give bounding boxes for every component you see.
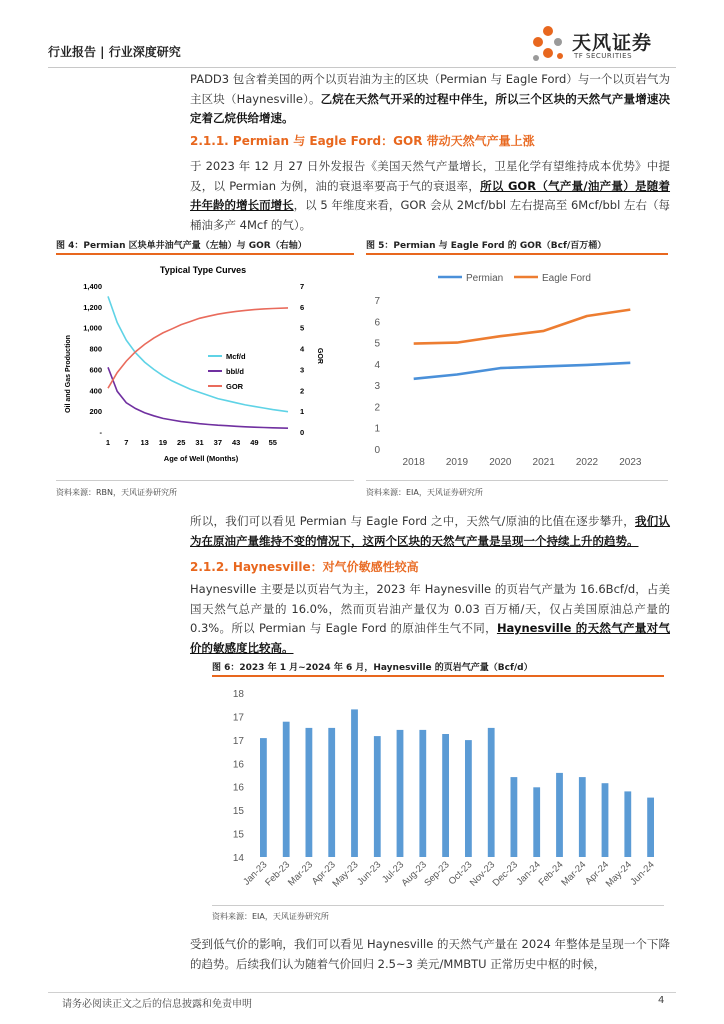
fig5-xtick-label: 2019	[445, 457, 469, 468]
fig6-ytick-label: 17	[232, 735, 244, 747]
fig6-title: 图 6：2023 年 1 月~2024 年 6 月，Haynesville 的页岩气产量（Bcf/d）	[212, 663, 533, 673]
closing-paragraph	[190, 935, 670, 974]
fig4-ylabel: Oil and Gas Production	[65, 335, 72, 413]
fig6-xtick-label: Jun-24	[628, 859, 657, 888]
gor-trend-text: 所以，我们可以看见 Permian 与 Eagle Ford 之中，天然气/原油的比值在逐步攀升，	[190, 514, 635, 528]
fig5-ytick-label: 6	[374, 317, 380, 329]
fig4-y2tick-label: 5	[300, 323, 305, 333]
logo-subtitle: TF SECURITIES	[574, 52, 633, 60]
fig6-bar-jan-23	[260, 738, 267, 857]
fig4-ytick-label: 800	[89, 344, 102, 354]
fig4-series-gor-line	[108, 308, 288, 388]
fig4-title: 图 4：Permian 区块单井油气产量（左轴）与 GOR（右轴）	[56, 241, 307, 251]
section-title-permian: 2.1.1. Permian 与 Eagle Ford：GOR 带动天然气产量上涨	[190, 134, 535, 148]
fig6-xtick-label: May-23	[330, 859, 361, 890]
fig6-xtick-label: Mar-23	[286, 859, 316, 889]
fig5-xtick-label: 2018	[402, 457, 425, 468]
fig4-legend-label: Mcf/d	[226, 352, 246, 361]
fig5-title: 图 5：Permian 与 Eagle Ford 的 GOR（Bcf/百万桶）	[366, 241, 607, 251]
fig4-y2tick-label: 4	[300, 344, 305, 354]
fig6-xtick-label: Mar-24	[559, 859, 589, 889]
fig4-source: 资料来源：RBN，天风证券研究所	[56, 488, 178, 497]
fig6-xtick-label: May-24	[603, 859, 634, 890]
fig6-ytick-label: 14	[232, 853, 244, 864]
fig5-xtick-label: 2020	[489, 457, 512, 468]
fig4-chart-title: Typical Type Curves	[159, 265, 247, 275]
fig6-xtick-label: Apr-24	[583, 859, 612, 888]
logo-mark-icon	[528, 24, 568, 64]
permian-text: 于 2023 年 12 月 27 日外发报告《美国天然气产量增长，卫星化学有望维持成本优势》中提及，以 Permian 为例，油的衰退率要高于气的衰退率，	[190, 159, 670, 193]
fig5-ytick-label: 1	[374, 423, 380, 435]
fig4-title-rule	[56, 253, 354, 255]
fig4-legend-label: bbl/d	[226, 367, 244, 376]
footer-rule	[48, 992, 676, 993]
intro-bold: 乙烷在天然气开采的过程中伴生，所以三个区块的天然气产量增速决定着乙烷供给增速。	[190, 91, 671, 125]
fig5-legend-label: Eagle Ford	[542, 273, 591, 284]
fig4-series-bbld-line	[108, 367, 288, 428]
fig6-bar-feb-23	[283, 722, 290, 857]
fig6-bar-jan-24	[533, 787, 540, 857]
fig4-xtick-label: 1	[105, 438, 111, 447]
fig4-y2tick-label: 2	[300, 386, 305, 396]
fig4-xtick-label: 25	[177, 438, 186, 447]
report-type: 行业报告 | 行业深度研究	[48, 45, 181, 59]
fig4-xtick-label: 55	[268, 438, 277, 447]
permian-paragraph	[190, 157, 670, 235]
fig6-bar-oct-23	[465, 740, 472, 857]
fig5-ytick-label: 4	[374, 359, 380, 371]
fig5-series-eagle-ford-line	[414, 310, 631, 344]
fig5-xtick-label: 2022	[575, 457, 599, 468]
fig4-y2tick-label: 3	[300, 365, 305, 375]
fig6-ytick-label: 16	[232, 759, 244, 771]
permian-tail: ，以 5 年维度来看，GOR 会从 2Mcf/bbl 左右提高至 6Mcf/bbl 左右（每桶油多产 4Mcf 的气）。	[190, 198, 670, 232]
fig6-source-rule	[212, 905, 664, 906]
haynesville-paragraph	[190, 580, 670, 658]
tf-securities-logo	[528, 24, 668, 64]
fig4-ytick-label: 200	[89, 407, 102, 417]
fig6-bar-mar-24	[579, 777, 586, 857]
fig4-xtick-label: 31	[195, 438, 204, 447]
fig5-chart	[362, 256, 668, 478]
fig4-ytick-label: 1,400	[83, 282, 102, 291]
fig6-xtick-label: Sep-23	[422, 859, 452, 889]
fig6-ytick-label: 16	[232, 782, 244, 794]
gor-trend-bold: 我们认为在原油产量维持不变的情况下，这两个区块的天然气产量是呈现一个持续上升的趋势。	[190, 514, 671, 548]
fig4-legend-label: GOR	[226, 382, 244, 391]
fig5-legend-label: Permian	[466, 273, 504, 284]
fig6-bar-jul-23	[397, 730, 404, 857]
intro-text: PADD3 包含着美国的两个以页岩油为主的区块（Permian 与 Eagle Ford）与一个以页岩气为主区块（Haynesville）。	[190, 72, 670, 106]
fig4-y2tick-label: 0	[300, 428, 305, 437]
fig4-xtick-label: 19	[158, 438, 168, 447]
fig5-series-permian-line	[414, 363, 631, 379]
fig6-ytick-label: 18	[232, 689, 244, 700]
section-title-haynesville: 2.1.2. Haynesville：对气价敏感性较高	[190, 560, 419, 574]
fig6-bar-may-24	[624, 791, 631, 857]
fig4-y2label: GOR	[316, 348, 323, 364]
fig4-source-rule	[56, 480, 354, 481]
fig6-bar-aug-23	[419, 730, 426, 857]
fig6-bar-dec-23	[511, 777, 518, 857]
fig4-xlabel: Age of Well (Months)	[163, 454, 239, 463]
page-header	[48, 22, 676, 68]
fig6-bar-mar-23	[306, 728, 313, 857]
fig6-bar-jun-23	[374, 736, 381, 857]
fig6-ytick-label: 15	[232, 829, 244, 841]
fig6-xtick-label: Jun-23	[355, 859, 384, 888]
fig6-bar-may-23	[351, 709, 358, 857]
fig6-ytick-label: 17	[232, 712, 244, 724]
closing-text: 受到低气价的影响，我们可以看见 Haynesville 的天然气产量在 2024 年整体是呈现一个下降的趋势。后续我们认为随着气价回归 2.5~3 美元/MMBTU 正常历史中枢的时候，	[190, 937, 670, 971]
fig6-xtick-label: Feb-23	[263, 859, 293, 889]
fig6-source: 资料来源：EIA，天风证券研究所	[212, 912, 329, 921]
fig6-bar-apr-24	[602, 783, 609, 857]
fig5-ytick-label: 0	[374, 445, 380, 456]
fig6-bar-apr-23	[328, 728, 335, 857]
fig6-xtick-label: Feb-24	[536, 859, 566, 889]
fig5-ytick-label: 2	[374, 402, 380, 414]
fig4-ytick-label: 1,000	[83, 323, 102, 333]
footer-disclaimer: 请务必阅读正文之后的信息披露和免责申明	[62, 999, 252, 1010]
fig4-ytick-label: 400	[89, 386, 102, 396]
fig6-bar-jun-24	[647, 798, 654, 857]
fig5-source-rule	[366, 480, 668, 481]
fig5-xtick-label: 2023	[619, 457, 642, 468]
fig6-bar-nov-23	[488, 728, 495, 857]
fig4-ytick-label: -	[99, 428, 102, 437]
fig4-ytick-label: 1,200	[83, 302, 102, 312]
fig6-xtick-label: Nov-23	[467, 859, 498, 889]
fig6-ytick-label: 15	[232, 806, 244, 818]
fig6-bar-feb-24	[556, 773, 563, 857]
haynesville-bold: Haynesville 的天然气产量对气价的敏感度比较高。	[190, 621, 670, 655]
logo-name: 天风证券	[572, 32, 653, 54]
fig4-xtick-label: 43	[231, 438, 241, 447]
fig4-xtick-label: 37	[213, 438, 223, 447]
fig6-xtick-label: Dec-23	[490, 859, 521, 889]
fig5-title-rule	[366, 253, 668, 255]
fig4-y2tick-label: 7	[300, 282, 305, 291]
intro-paragraph	[190, 70, 670, 129]
fig6-xtick-label: Jan-23	[241, 859, 270, 888]
fig5-ytick-label: 7	[374, 296, 380, 307]
fig4-y2tick-label: 6	[300, 302, 305, 312]
fig6-bar-sep-23	[442, 734, 449, 857]
fig6-title-rule	[212, 675, 664, 677]
fig4-xtick-label: 7	[124, 438, 129, 447]
fig4-ytick-label: 600	[89, 365, 102, 375]
fig6-xtick-label: Oct-23	[446, 859, 475, 888]
fig4-chart	[56, 256, 356, 478]
fig5-ytick-label: 3	[374, 381, 380, 393]
fig5-xtick-label: 2021	[532, 457, 555, 468]
fig6-chart	[210, 678, 666, 902]
fig6-xtick-label: Jan-24	[514, 859, 543, 888]
permian-bold: 所以 GOR（气产量/油产量）是随着井年龄的增长而增长	[190, 178, 671, 212]
haynesville-text: Haynesville 主要是以页岩气为主，2023 年 Haynesville 的页岩气产量为 16.6Bcf/d，占美国天然气总产量的 16.0%，然而页岩油产量仅为 0.03 百万桶/天，仅占美国原油总产量的 0.3%。所以 Permian 与 Eagle Ford 的原油伴生气不同，	[190, 582, 670, 635]
gor-trend-paragraph	[190, 512, 670, 551]
page-number: 4	[658, 995, 665, 1006]
fig4-xtick-label: 13	[140, 438, 149, 447]
fig5-ytick-label: 5	[374, 338, 380, 350]
fig5-source: 资料来源：EIA，天风证券研究所	[366, 488, 483, 497]
fig6-xtick-label: Apr-23	[309, 859, 338, 888]
fig4-y2tick-label: 1	[300, 407, 305, 417]
fig6-xtick-label: Jul-23	[380, 859, 407, 886]
fig4-xtick-label: 49	[250, 438, 259, 447]
fig6-xtick-label: Aug-23	[399, 859, 429, 889]
fig4-series-mcfd-line	[108, 296, 288, 411]
